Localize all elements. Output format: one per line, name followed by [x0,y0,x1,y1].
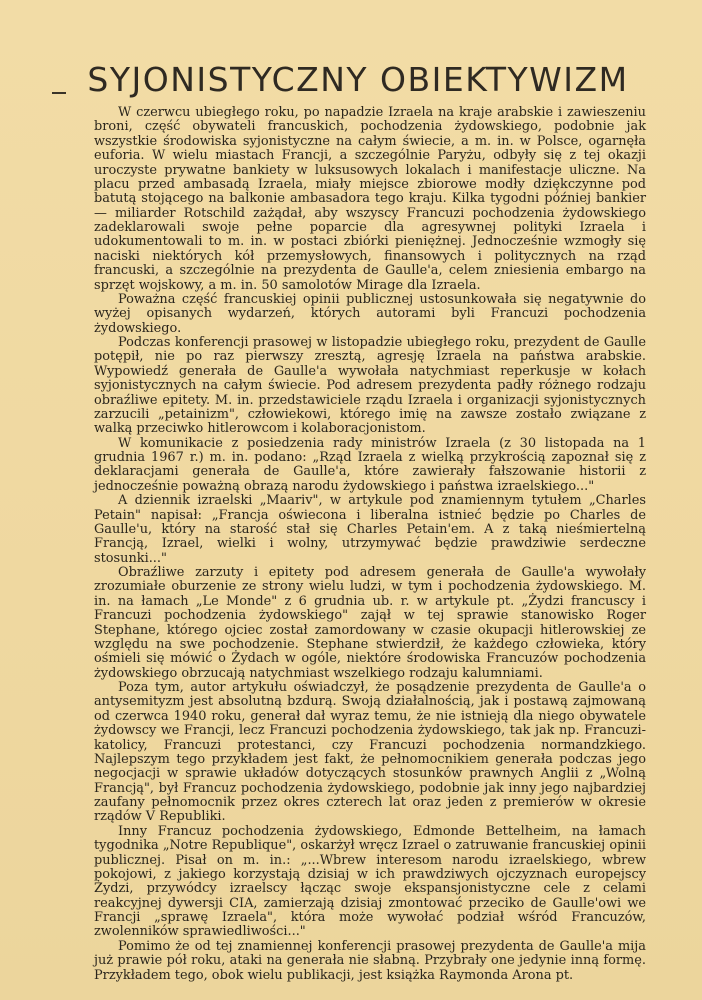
paragraph-5: A dziennik izraelski „Maariv", w artykule pod znamiennym tytułem „Charles Petain" napisał: „Francja oświecona i liberalna istnieć będzie po Charles de Gaulle'u, który na starość stał się Charles Petain'em. A z taką nieśmiertelną Francją, Izrael, wielki i wolny, utrzymywać będzie prawdziwie serdeczne stosunki..." [94,493,646,566]
paragraph-1: W czerwcu ubiegłego roku, po napadzie Izraela na kraje arabskie i zawieszeniu broni, część obywateli francuskich, pochodzenia żydowskiego, podobnie jak wszystkie środowiska syjonistyczne na całym świecie, a m. in. w Polsce, ogarnęła euforia. W wielu miastach Francji, a szczególnie Paryżu, odbyły się z tej okazji uroczyste prywatne bankiety w luksusowych lokalach i manifestacje uliczne. Na placu przed ambasadą Izraela, miały miejsce zbiorowe modły dziękczynne pod batutą stojącego na balkonie ambasadora tego kraju. Kilka tygodni później bankier — miliarder Rotschild zażądał, aby wszyscy Francuzi pochodzenia żydowskiego zadeklarowali swoje pełne poparcie dla agresywnej polityki Izraela i udokumentowali to m. in. w postaci zbiórki pieniężnej. Jednocześnie wzmogły się naciski niektórych kół przemysłowych, finansowych i politycznych na rząd francuski, a szczególnie na prezydenta de Gaulle'a, celem zniesienia embargo na sprzęt wojskowy, a m. in. 50 samolotów Mirage dla Izraela. [94,105,646,293]
paragraph-9: Pomimo że od tej znamiennej konferencji prasowej prezydenta de Gaulle'a mija już prawie pół roku, ataki na generała nie słabną. Przybrały one jedynie inną formę. Przykładem tego, obok wielu publikacji, jest książka Raymonda Arona pt. [94,938,646,983]
paragraph-4: W komunikacie z posiedzenia rady ministrów Izraela (z 30 listopada na 1 grudnia 1967 r.) m. in. podano: „Rząd Izraela z wielką przykrością zapoznał się z deklaracjami generała de Gaulle'a, które zawierały fałszowanie historii z jednocześnie poważną obrazą narodu żydowskiego i państwa izraelskiego..." [94,435,646,494]
title-dash [52,92,66,94]
paragraph-8: Inny Francuz pochodzenia żydowskiego, Edmonde Bettelheim, na łamach tygodnika „Notre Republique", oskarżył wręcz Izrael o zatruwanie francuskiej opinii publicznej. Pisał on m. in.: „...Wbrew interesom narodu izraelskiego, wbrew pokojowi, z jakiego korzystają dzisiaj w ich prawdziwych ojczyznach europejscy Żydzi, przywódcy izraelscy łącząc swoje ekspansjonistyczne cele z celami reakcyjnej dywersji CIA, zamierzają dzisiaj zmontować przeciko de Gaulle'owi we Francji „sprawę Izraela", która może wywołać podział wśród Francuzów, zwolenników sprawiedliwości..." [94,823,646,940]
paragraph-3: Podczas konferencji prasowej w listopadzie ubiegłego roku, prezydent de Gaulle potępił, nie po raz pierwszy zresztą, agresję Izraela na państwa arabskie. Wypowiedź generała de Gaulle'a wywołała natychmiast reperkusje w kołach syjonistycznych na całym świecie. Pod adresem prezydenta padły różnego rodzaju obraźliwe epitety. M. in. przedstawiciele rządu Izraela i organizacji syjonistycznych zarzucili „petainizm", człowiekowi, którego imię na zawsze zostało związane z walką przeciwko hitlerowcom i kolaboracjonistom. [94,335,646,437]
paragraph-6: Obraźliwe zarzuty i epitety pod adresem generała de Gaulle'a wywołały zrozumiałe oburzenie ze strony wielu ludzi, w tym i pochodzenia żydowskiego. M. in. na łamach „Le Monde" z 6 grudnia ub. r. w artykule pt. „Żydzi francuscy i Francuzi pochodzenia żydowskiego" zajął w tej sprawie stanowisko Roger Stephane, którego ojciec został zamordowany w czasie okupacji hitlerowskiej ze względu na swe pochodzenie. Stephane stwierdził, że każdego człowieka, który ośmieli się mówić o Żydach w ogóle, niektóre środowiska Francuzów pochodzenia żydowskiego obrzucają natychmiast wszelkiego rodzaju kalumniami. [94,565,646,681]
page-title: SYJONISTYCZNY OBIEKTYWIZM [87,60,629,99]
paragraph-2: Poważna część francuskiej opinii publicznej ustosunkowała się negatywnie do wyżej opisanych wydarzeń, których autorami byli Francuzi pochodzenia żydowskiego. [94,291,646,336]
article-body [94,106,646,983]
paragraph-7: Poza tym, autor artykułu oświadczył, że posądzenie prezydenta de Gaulle'a o antysemityzm jest absolutną bzdurą. Swoją działalnością, jak i postawą zajmowaną od czerwca 1940 roku, generał dał wyraz temu, że nie istnieją dla niego obywatele żydowscy we Francji, lecz Francuzi pochodzenia żydowskiego, tak jak np. Francuzi-katolicy, Francuzi protestanci, czy Francuzi pochodzenia normandzkiego. Najlepszym tego przykładem jest fakt, że pełnomocnikiem generała podczas jego negocjacji w sprawie układów dotyczących stosunków prawnych Anglii z „Wolną Francją", był Francuz pochodzenia żydowskiego, podobnie jak inny jego najbardziej zaufany pełnomocnik przez okres czterech lat oraz jeden z premierów w okresie rządów V Republiki. [94,680,646,825]
